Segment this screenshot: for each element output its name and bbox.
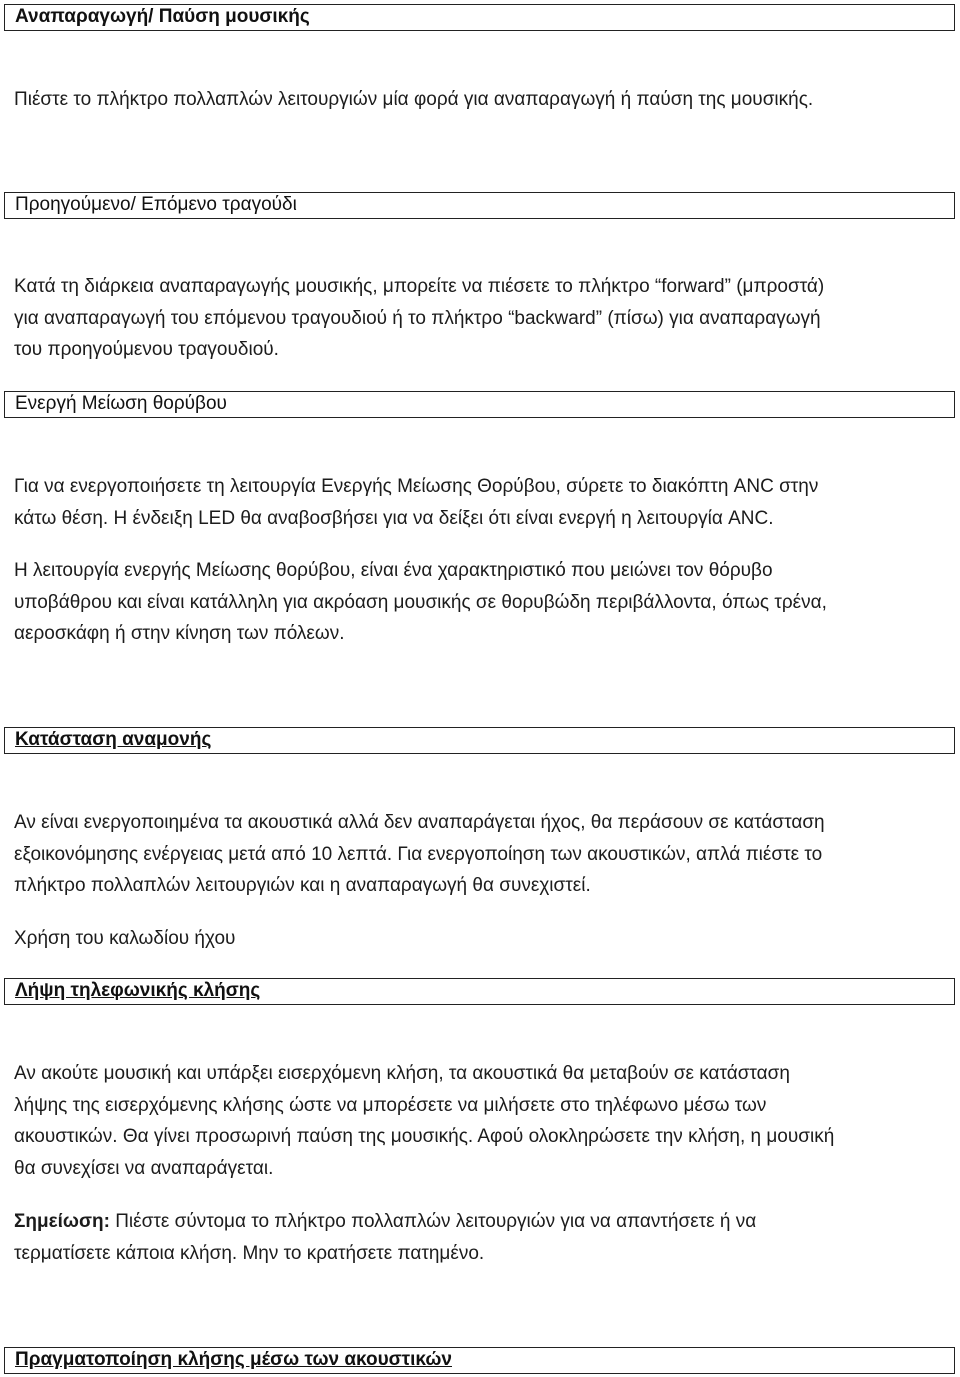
note-paragraph (14, 1206, 949, 1269)
paragraph-line: Για να ενεργοποιήσετε τη λειτουργία Ενεργής Μείωσης Θορύβου, σύρετε το διακόπτη ANC στην (14, 476, 819, 497)
note-line (14, 1206, 949, 1238)
paragraph-line: Κατά τη διάρκεια αναπαραγωγής μουσικής, μπορείτε να πιέσετε το πλήκτρο “forward” (μπροστά) (14, 276, 825, 297)
paragraph-line: Αν είναι ενεργοποιημένα τα ακουστικά αλλά δεν αναπαράγεται ήχος, θα περάσουν σε κατάσταση (14, 812, 825, 833)
section-heading-anc: Ενεργή Μείωση θορύβου (4, 391, 955, 418)
section-heading-play-pause: Αναπαραγωγή/ Παύση μουσικής (4, 4, 955, 31)
note-text: Πιέστε σύντομα το πλήκτρο πολλαπλών λειτουργιών για να απαντήσετε ή να (109, 1211, 757, 1232)
paragraph-line: Η λειτουργία ενεργής Μείωσης θορύβου, είναι ένα χαρακτηριστικό που μειώνει τον θόρυβο (14, 560, 773, 581)
paragraph-line: πλήκτρο πολλαπλών λειτουργιών και η αναπαραγωγή θα συνεχιστεί. (14, 875, 591, 896)
paragraph-line: αεροσκάφη ή στην κίνηση των πόλεων. (14, 623, 345, 644)
paragraph-line: ακουστικών. Θα γίνει προσωρινή παύση της μουσικής. Αφού ολοκληρώσετε την κλήση, η μουσική (14, 1126, 835, 1147)
section-heading-standby: Κατάσταση αναμονής (4, 727, 955, 754)
section-heading-make-call: Πραγματοποίηση κλήσης μέσω των ακουστικών (4, 1347, 955, 1374)
section-heading-incoming-call: Λήψη τηλεφωνικής κλήσης (4, 978, 955, 1005)
paragraph-line: υποβάθρου και είναι κατάλληλη για ακρόαση μουσικής σε θορυβώδη περιβάλλοντα, όπως τρένα, (14, 591, 827, 613)
paragraph-line: του προηγούμενου τραγουδιού. (14, 339, 279, 360)
paragraph-line: λήψης της εισερχόμενης κλήσης ώστε να μπορέσετε να μιλήσετε στο τηλέφωνο μέσω των (14, 1094, 767, 1116)
audio-cable-heading (14, 923, 949, 955)
paragraph-line: για αναπαραγωγή του επόμενου τραγουδιού ή το πλήκτρο “backward” (πίσω) για αναπαραγωγή (14, 307, 821, 329)
paragraph-line: Αν ακούτε μουσική και υπάρξει εισερχόμενη κλήση, τα ακουστικά θα μεταβούν σε κατάσταση (14, 1063, 790, 1084)
paragraph-line: Πιέστε το πλήκτρο πολλαπλών λειτουργιών μία φορά για αναπαραγωγή ή παύση της μουσικής. (14, 89, 814, 110)
paragraph-anc-2 (14, 555, 949, 650)
paragraph-anc-1 (14, 471, 949, 534)
paragraph-play-pause (14, 84, 949, 116)
paragraph-line: θα συνεχίσει να αναπαράγεται. (14, 1157, 274, 1179)
paragraph-incoming-call (14, 1058, 949, 1184)
heading-text: Χρήση του καλωδίου ήχου (14, 928, 236, 949)
paragraph-line: εξοικονόμησης ενέργειας μετά από 10 λεπτά. Για ενεργοποίηση των ακουστικών, απλά πιέστε το (14, 843, 823, 865)
note-label: Σημείωση: (14, 1211, 110, 1232)
paragraph-standby (14, 807, 949, 902)
paragraph-prev-next (14, 271, 949, 366)
paragraph-line: κάτω θέση. Η ένδειξη LED θα αναβοσβήσει για να δείξει ότι είναι ενεργή η λειτουργία ANC. (14, 507, 774, 529)
section-heading-prev-next: Προηγούμενο/ Επόμενο τραγούδι (4, 192, 955, 219)
note-line: τερματίσετε κάποια κλήση. Μην το κρατήσετε πατημένο. (14, 1242, 485, 1264)
